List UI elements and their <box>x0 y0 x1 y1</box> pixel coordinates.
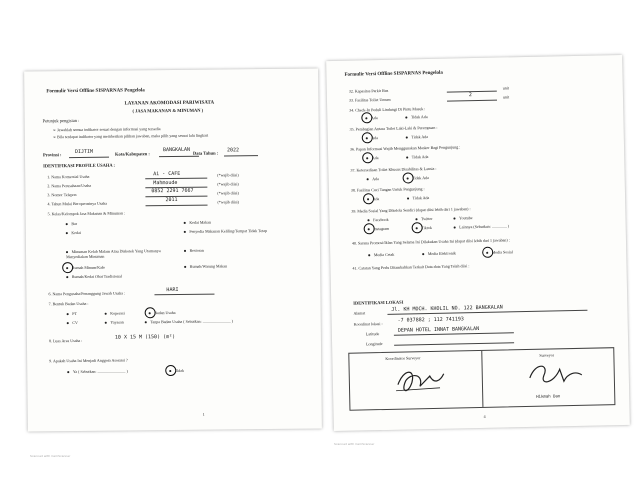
q38-label: 38. Fasilitas Cuci Tangan Untuk Pengunjung : <box>350 186 425 193</box>
opt-kedai[interactable]: Kedai <box>66 230 81 235</box>
q1-label: 1. Nama Komersial Usaha <box>47 173 90 180</box>
section-location: IDENTIFIKASI LOKASI <box>353 299 404 306</box>
q36-ada[interactable]: Ada <box>366 155 378 160</box>
coord-label: Koordinat lokasi : <box>353 321 383 327</box>
q39-lainnya[interactable]: Lainnya (Sebutkan: ............... ) <box>454 223 509 229</box>
instruction-1: ➢ Jawablah semua indikator sesuai dengan informasi yang tersedia <box>52 126 161 133</box>
province-value[interactable]: DIJTIM <box>74 148 94 156</box>
q2-label: 2. Nama Perusahaan/Usaha <box>47 182 92 189</box>
address-value[interactable]: Jl. KH MOCH. KHOLIL NO. 122 BANGKALAN <box>391 304 503 313</box>
section-profile: IDENTIFIKASI PROFILE USAHA : <box>43 162 116 169</box>
q34-tidak[interactable]: Tidak Ada <box>405 114 427 119</box>
sig-name-right: Hikmah Dan <box>536 393 561 399</box>
sig-label-left: Koordinator Surveyor <box>385 355 421 361</box>
q3-value[interactable]: 0852 2291 7667 <box>151 187 194 195</box>
form-title: LAYANAN AKOMODASI PARIWISATA <box>124 100 215 107</box>
opt-yayasan[interactable]: Yayasan <box>105 320 124 325</box>
opt-tidak[interactable]: Tidak <box>169 368 184 373</box>
q38-ada[interactable]: Ada <box>367 196 379 201</box>
opt-tanpa-badan[interactable]: Tanpa Badan Usaha ( Sebutkan: ............................ ) <box>145 318 233 324</box>
signature-right-icon <box>519 359 590 392</box>
selected-circle-q9 <box>165 365 176 376</box>
q38-tidak[interactable]: Tidak Ada <box>407 195 429 200</box>
q36-circle <box>362 152 373 163</box>
selected-circle <box>62 262 73 273</box>
form-page-left <box>24 68 322 431</box>
regency-label: Kota/Kabupaten : <box>114 151 150 157</box>
q35-circle <box>362 132 373 143</box>
q40-elektronik[interactable]: Media Elektronik <box>422 250 456 256</box>
opt-pt[interactable]: PT <box>67 311 77 316</box>
scanner-watermark-right: Scanned with CamScanner <box>334 442 375 446</box>
province-label: Provinsi : <box>42 152 62 158</box>
q8-label: 8. Luas Area Usaha : <box>48 337 83 344</box>
q5-label: 5. Kelas/Kelompok Jasa Makanan & Minuman : <box>47 210 126 217</box>
opt-kedai-obat[interactable]: Rumah/Kedai Obat Tradisional <box>66 274 122 280</box>
q32-unit: unit <box>502 85 510 91</box>
q4-value[interactable]: 2011 <box>165 196 178 204</box>
q36-tidak[interactable]: Tidak Ada <box>406 154 428 159</box>
signature-left-icon <box>390 364 451 399</box>
page-number: 1 <box>202 411 205 417</box>
q37-tidak[interactable]: Tidak Ada <box>407 175 429 180</box>
q33-label: 33. Fasilitas Toilet Umum <box>348 96 391 103</box>
q3-label: 3. Nomor Telepon <box>47 192 77 198</box>
scanner-watermark: Scanned with CamScanner <box>30 454 71 458</box>
instructions-label: Petunjuk pengisian : <box>42 117 80 124</box>
form-header: Formulir Versi Offline SISPARNAS Pengelola <box>46 88 145 95</box>
q34-circle <box>361 112 372 123</box>
signature-box <box>348 347 615 411</box>
opt-koperasi[interactable]: Koperasi <box>105 311 125 316</box>
q40-sosial[interactable]: Media Sosial <box>486 249 513 255</box>
page-number-right: 4 <box>483 413 486 419</box>
q4-required: (*wajib diisi) <box>217 199 239 205</box>
q39-tiktok[interactable]: Tiktok <box>416 225 432 230</box>
address-label: Alamat <box>353 310 366 316</box>
q36-label: 36. Papan Informasi Wajib Menggunakan Masker Bagi Pengunjung : <box>349 144 461 152</box>
q2-required: (*wajib diisi) <box>217 181 239 187</box>
opt-kedai-makan[interactable]: Kedai Makan <box>184 220 211 225</box>
year-label: Data Tahun : <box>192 150 219 156</box>
q1-required: (*wajib diisi) <box>217 172 239 178</box>
opt-bar[interactable]: Bar <box>66 221 77 226</box>
q38-circle <box>363 193 374 204</box>
opt-rumah-makan[interactable]: Rumah/Warung Makan <box>184 263 227 268</box>
opt-badan-usaha[interactable]: Badan Usaha <box>149 310 176 315</box>
q39-circle-tiktok <box>412 222 423 233</box>
regency-value[interactable]: BANGKALAN <box>162 146 191 154</box>
q39-circle-ig <box>364 223 375 234</box>
q40-cetak[interactable]: Media Cetak <box>368 252 394 258</box>
q40-label: 40. Sarana Promosi/Iklan Yang Selama Ini Dilakukan Usaha Ini (dapat diisi lebih dari 1 jawaban) : <box>351 237 510 246</box>
opt-cv[interactable]: CV <box>67 320 78 325</box>
selected-circle-q7 <box>145 307 156 318</box>
form-subtitle: ( JASA MAKANAN & MINUMAN ) <box>132 107 204 114</box>
coord-value[interactable]: -7 037882 ; 112 741193 <box>397 316 464 324</box>
q34-label: 34. Check-In Peduli Lindungi Di Pintu Masuk : <box>349 106 426 113</box>
q35-ada[interactable]: Ada <box>366 135 378 140</box>
q6-value[interactable]: HARI <box>166 286 179 294</box>
latitude-label: Latitude <box>365 331 380 337</box>
opt-kelab-malam[interactable]: Minuman Kelab Malam Atau Diskotek Yang Utamanya Menyediakan Minuman <box>66 248 161 260</box>
sig-label-right: Surveyor <box>539 352 555 358</box>
opt-restoran[interactable]: Restoran <box>184 248 204 253</box>
q41-label: 41. Catatan Yang Perlu Ditambahkan Terkait Data-data Yang Telah diisi : <box>352 263 470 271</box>
q39-facebook[interactable]: Facebook <box>367 217 388 222</box>
q37-ada[interactable]: Ada <box>367 176 379 181</box>
q33-value[interactable]: 2 <box>468 92 472 99</box>
q33-unit: unit <box>502 94 510 100</box>
q37-label: 37. Ketersediaan Toilet Khusus Disabilitas & Lansia : <box>350 165 437 173</box>
q39-label: 39. Media Sosial Yang Dikelola Sendiri (dapat diisi lebih dari 1 jawaban) : <box>351 206 471 214</box>
q6-label: 6. Nama Pengusaha/Penanggung Jawab Usaha : <box>48 290 126 297</box>
q8-value[interactable]: 10 X 15 M (150) (m²) <box>114 333 176 341</box>
q32-label: 32. Kapasitas Parkir Bus <box>348 87 389 94</box>
q35-label: 35. Pembagian Antara Toilet Laki-Laki & Perempuan : <box>349 124 438 132</box>
q37-circle <box>403 172 414 183</box>
opt-ya[interactable]: Ya ( Sebutkan: ............................ ) <box>67 368 128 374</box>
q39-instagram[interactable]: Instagram <box>368 226 390 231</box>
q2-value[interactable]: Mahmoude <box>153 179 178 187</box>
q1-value[interactable]: Ai - CAFE <box>153 170 181 178</box>
q35-tidak[interactable]: Tidak Ada <box>406 134 428 139</box>
opt-rumah-minum[interactable]: Rumah Minum/Kafe <box>66 265 105 270</box>
instruction-2: ➢ Bila terdapat indikator yang memberikan pilihan jawaban, maka pilih yang sesuai lalu lingkari <box>52 132 209 140</box>
opt-penyedia-keliling[interactable]: Penyedia Makanan Keliling/Tempat Tidak Tetap <box>184 228 284 234</box>
longitude-label: Longitude <box>366 341 383 347</box>
q9-label: 9. Apakah Usaha Ini Menjadi Anggota Asosiasi ? <box>49 357 128 364</box>
q34-ada[interactable]: Ada <box>365 115 377 120</box>
q7-label: 7. Bentuk Badan Usaha : <box>48 300 89 307</box>
q39-twitter[interactable]: Twitter <box>415 216 432 221</box>
q3-required: (*wajib diisi) <box>217 190 239 196</box>
year-value[interactable]: 2022 <box>226 147 240 154</box>
q4-label: 4. Tahun Mulai Beroperasinya Usaha <box>47 200 108 207</box>
q40-circle <box>482 247 493 258</box>
latitude-value[interactable]: DEPAN HOTEL INNAT BANGKALAN <box>397 325 480 334</box>
form-header-right: Formulir Versi Offline SISPARNAS Pengelola <box>344 70 443 78</box>
form-page-right <box>326 55 630 431</box>
q39-youtube[interactable]: Youtube <box>453 215 472 220</box>
